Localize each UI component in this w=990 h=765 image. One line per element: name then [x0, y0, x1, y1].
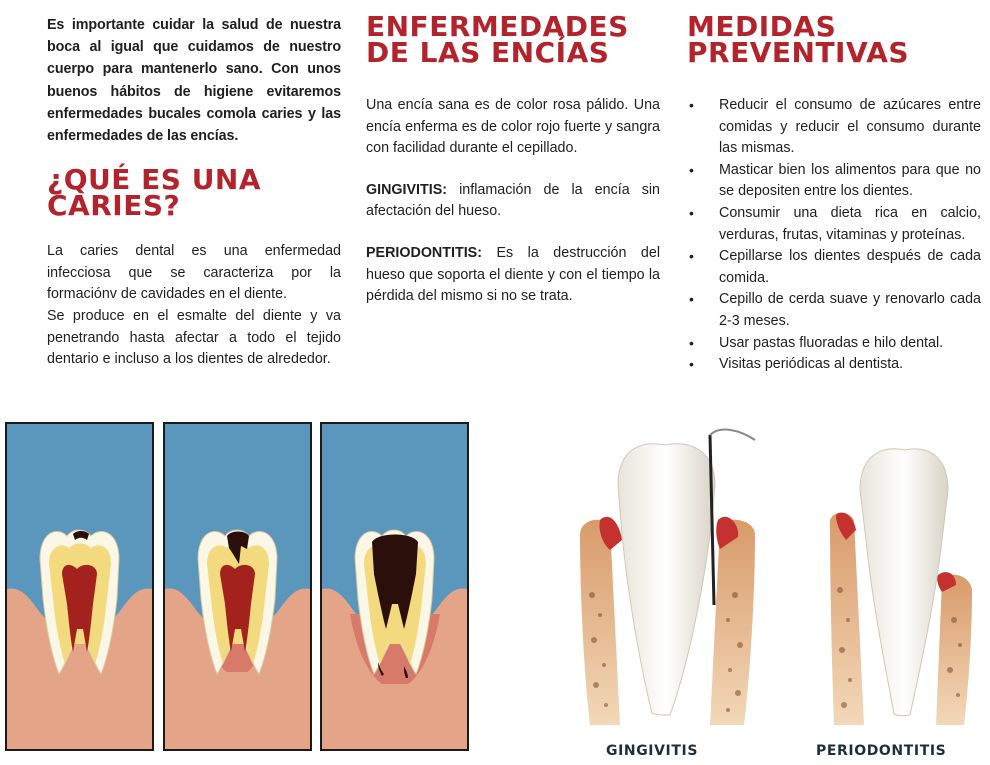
prevention-item: • Reducir el consumo de azúcares entre comidas y reducir el consumo durante las mismas. [687, 95, 981, 160]
gum-disease-heading-line1: ENFERMEDADES [366, 10, 629, 43]
prevention-heading-line1: MEDIDAS [687, 10, 837, 43]
caries-heading-line1: ¿QUÉ ES UNA [47, 163, 262, 197]
healthy-gum-paragraph: Una encía sana es de color rosa pálido. Una encía enferma es de color rojo fuerte y sangra con facilidad durante el cepillado. [366, 97, 660, 157]
prevention-item: • Visitas periódicas al dentista. [687, 354, 981, 376]
intro-text: Es importante cuidar la salud de nuestra boca al igual que cuidamos de nuestro cuerpo para mantenerlo sano. Con unos buenos hábitos de higiene evitaremos enfermedades bucales comola caries y las enfermedades de las encías. [47, 17, 341, 145]
caries-description [47, 241, 341, 371]
column-caries [47, 0, 341, 371]
prevention-heading [687, 10, 981, 69]
caries-stage-1-illustration [5, 422, 154, 751]
prevention-item: • Consumir una dieta rica en calcio, verduras, frutas, vitaminas y proteínas. [687, 203, 981, 246]
gingivitis-term: GINGIVITIS: [366, 181, 448, 198]
prevention-item: • Cepillo de cerda suave y renovarlo cada 2-3 meses. [687, 289, 981, 332]
caries-stage-3-illustration [320, 422, 469, 751]
prevention-list [687, 95, 981, 376]
column-gum-disease [366, 0, 660, 308]
periodontitis-caption: PERIODONTITIS [816, 743, 947, 759]
caries-description-line2: Se produce en el esmalte del diente y va penetrando hasta afectar a todo el tejido dentario e incluso a los dientes de alrededor. [47, 308, 341, 368]
caries-heading [47, 163, 341, 223]
periodontitis-tooth-illustration [830, 440, 975, 730]
gum-disease-heading-line2: DE LAS ENCÍAS [366, 36, 610, 69]
prevention-item: • Cepillarse los dientes después de cada comida. [687, 246, 981, 289]
prevention-item: • Usar pastas fluoradas e hilo dental. [687, 333, 981, 355]
periodontitis-paragraph [366, 243, 660, 308]
caries-stage-2-illustration [163, 422, 312, 751]
periodontitis-definition: Es la destrucción del hueso que soporta el diente y con el tiempo la pérdida del mismo si no se trata. [366, 244, 660, 305]
gingivitis-paragraph [366, 180, 660, 223]
gingivitis-definition: inflamación de la encía sin afectación del hueso. [366, 181, 660, 220]
gingivitis-tooth-illustration [570, 425, 770, 730]
column-prevention [687, 0, 981, 376]
prevention-item: • Masticar bien los alimentos para que no se depositen entre los dientes. [687, 160, 981, 203]
periodontitis-term: PERIODONTITIS: [366, 244, 482, 261]
caries-description-line1: La caries dental es una enfermedad infecciosa que se caracteriza por la formaciónv de cavidades en el diente. [47, 243, 341, 303]
gum-disease-heading [366, 10, 660, 69]
gingivitis-caption: GINGIVITIS [606, 743, 699, 759]
prevention-heading-line2: PREVENTIVAS [687, 36, 910, 69]
caries-heading-line2: CARIES? [47, 189, 181, 223]
